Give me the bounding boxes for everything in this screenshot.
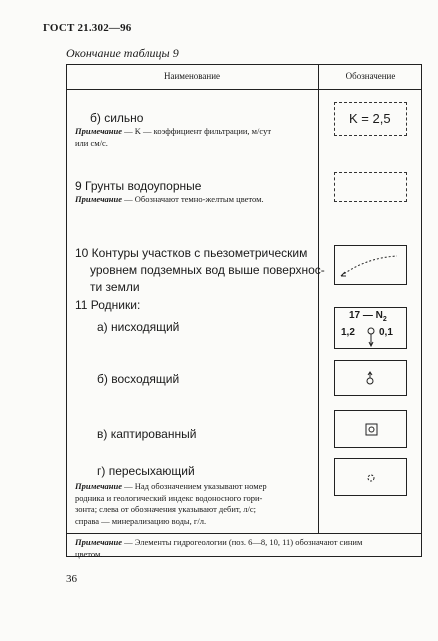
filtration-coefficient-label: K = 2,5 <box>349 111 391 126</box>
row-strong-note: Примечание — K — коэффициент фильтрации, м/сут или см/с. <box>75 126 272 148</box>
symbol-aquiclude <box>334 172 407 202</box>
row-springs-label: 11 Родники: <box>75 298 141 312</box>
column-divider <box>318 64 319 534</box>
symbol-spring-captured <box>334 410 407 448</box>
row-contours-label: 10 Контуры участков с пьезометрическим уровнем подземных вод выше поверхнос- ти земли <box>75 246 325 294</box>
spring-ascending-label: б) восходящий <box>97 372 180 386</box>
footer-divider <box>66 533 422 534</box>
row-aquiclude-note: Примечание — Обозначают темно-желтым цветом. <box>75 194 264 204</box>
spring-mineralization: 0,1 <box>379 327 393 338</box>
symbol-spring-ascending <box>334 360 407 396</box>
spring-descending-label: а) нисходящий <box>97 320 180 334</box>
captured-spring-icon <box>364 422 380 438</box>
table-continuation-title: Окончание таблицы 9 <box>66 46 179 60</box>
table-footer-note: Примечание — Элементы гидрогеологии (поз. 6—8, 10, 11) обозначают синим цветом. <box>75 537 363 559</box>
document-code: ГОСТ 21.302—96 <box>43 22 132 34</box>
symbol-spring-descending <box>334 307 407 349</box>
row-strong-label: б) сильно <box>90 111 144 125</box>
springs-note: Примечание — Над обозначением указывают номер родника и геологический индекс водоносного гори- зонта; слева от обозначения указывают дебит, л/с; справа — минерализацию воды, г/л. <box>75 481 267 526</box>
header-divider <box>66 89 422 90</box>
ascending-spring-icon <box>363 371 377 387</box>
symbol-contours <box>334 245 407 285</box>
symbol-spring-drying <box>334 458 407 496</box>
piezometric-contour-icon <box>335 246 406 284</box>
spring-discharge: 1,2 <box>341 327 355 338</box>
row-aquiclude-label: 9 Грунты водоупорные <box>75 179 202 193</box>
drying-spring-icon <box>364 471 378 485</box>
spring-drying-label: г) пересыхающий <box>97 464 195 478</box>
descending-spring-icon <box>366 326 378 348</box>
symbol-strong <box>334 102 407 136</box>
spring-captured-label: в) каптированный <box>97 427 197 441</box>
column-header-name: Наименование <box>163 71 221 81</box>
spring-number-index: 17 — $N_2$ <box>349 310 387 323</box>
page-number: 36 <box>66 573 77 585</box>
column-header-symbol: Обозначение <box>345 71 396 81</box>
